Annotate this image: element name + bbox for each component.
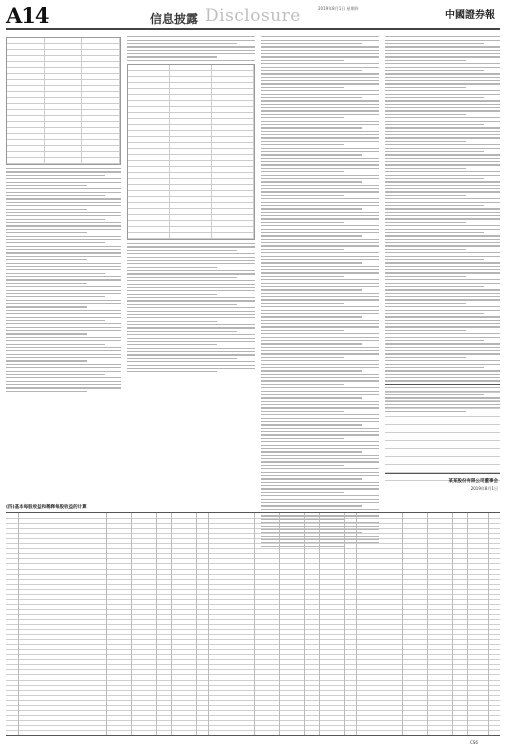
summary-table [6, 37, 121, 165]
signature-block [400, 478, 498, 492]
bottom-data-table [6, 512, 500, 736]
table-row-divider [6, 619, 500, 620]
page-code: CS6 [470, 740, 478, 745]
table-row-divider [6, 700, 500, 701]
table-row-divider [6, 710, 500, 711]
table-column-divider [254, 513, 255, 735]
header-rule [6, 28, 500, 30]
table-row-divider [6, 574, 500, 575]
table-column-divider [18, 513, 19, 735]
table-row-divider [6, 654, 500, 655]
table-row-divider [6, 533, 500, 534]
table-column-divider [196, 513, 197, 735]
table-row-divider [6, 543, 500, 544]
table-row-divider [6, 624, 500, 625]
table-row-divider [6, 599, 500, 600]
table-column-divider [452, 513, 453, 735]
table-row-divider [6, 639, 500, 640]
table-row-divider [6, 730, 500, 731]
table-row-divider [6, 644, 500, 645]
section-title-english: Disclosure [205, 6, 301, 26]
table-row-divider [6, 518, 500, 519]
table-column-divider [319, 513, 320, 735]
table-column-divider [356, 513, 357, 735]
table-row-divider [6, 715, 500, 716]
table-row-divider [6, 548, 500, 549]
signature-date: 2019年8月1日 [470, 486, 498, 491]
table-row-divider [6, 705, 500, 706]
table-row-divider [6, 680, 500, 681]
table-row-divider [6, 584, 500, 585]
table-row-divider [6, 695, 500, 696]
table-row-divider [6, 649, 500, 650]
table-row-divider [6, 528, 500, 529]
table-row-divider [6, 609, 500, 610]
table-row-divider [6, 553, 500, 554]
text-column-3 [261, 34, 379, 549]
table-row-divider [6, 664, 500, 665]
text-column-2 [127, 34, 255, 375]
table-row-divider [6, 720, 500, 721]
table-row-divider [6, 669, 500, 670]
table-column-divider [171, 513, 172, 735]
page-number: A14 [6, 3, 49, 28]
table-column-divider [106, 513, 107, 735]
table-row-divider [6, 634, 500, 635]
table-row-divider [6, 563, 500, 564]
table-row-divider [6, 569, 500, 570]
table-column-divider [304, 513, 305, 735]
issue-date: 2019年8月1日 星期四 [318, 6, 359, 11]
table-column-divider [344, 513, 345, 735]
stock-table [127, 64, 255, 240]
table-row-divider [6, 690, 500, 691]
table-column-divider [279, 513, 280, 735]
table-row-divider [6, 629, 500, 630]
text-column-1 [6, 34, 121, 394]
table-row-divider [6, 725, 500, 726]
newspaper-masthead: 中國證券報 [445, 10, 495, 21]
table-column-divider [488, 513, 489, 735]
table-row-divider [6, 538, 500, 539]
section-title: 信息披露 [150, 12, 199, 26]
table-column-divider [427, 513, 428, 735]
table-row-divider [6, 604, 500, 605]
table-column-divider [156, 513, 157, 735]
table-column-divider [208, 513, 209, 735]
bottom-table-title: (四)基本每股收益和稀释每股收益的计算 [6, 505, 87, 510]
table-column-divider [467, 513, 468, 735]
page-header [0, 0, 506, 30]
table-row-divider [6, 579, 500, 580]
table-row-divider [6, 614, 500, 615]
text-column-4 [385, 34, 500, 414]
table-row-divider [6, 589, 500, 590]
info-table [385, 384, 500, 474]
table-row-divider [6, 594, 500, 595]
signature-company: 某某股份有限公司董事会 [448, 479, 498, 484]
table-column-divider [131, 513, 132, 735]
table-row-divider [6, 659, 500, 660]
table-row-divider [6, 558, 500, 559]
table-row-divider [6, 523, 500, 524]
table-row-divider [6, 685, 500, 686]
table-row-divider [6, 674, 500, 675]
table-column-divider [402, 513, 403, 735]
